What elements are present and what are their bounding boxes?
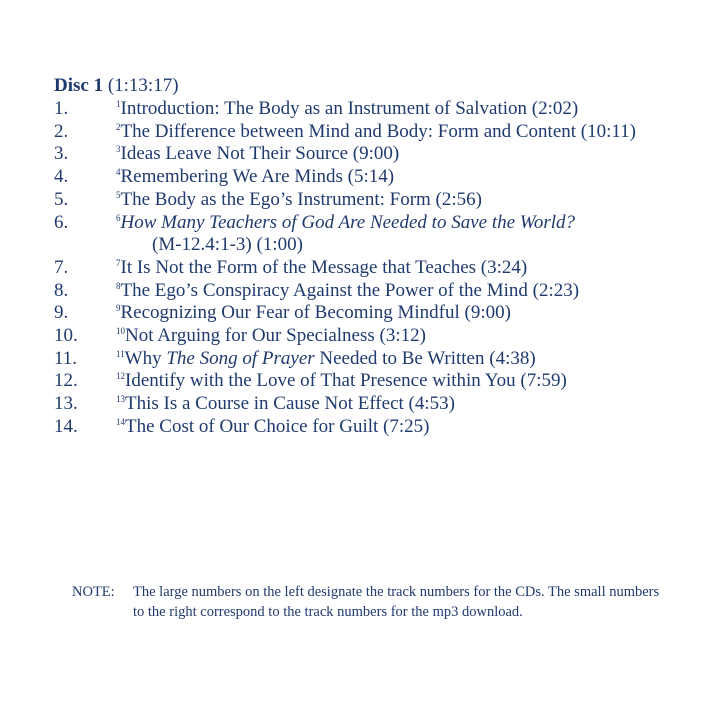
mp3-track-number: 6 (116, 212, 121, 223)
cd-track-number: 4. (54, 166, 69, 188)
track-item (54, 166, 714, 189)
track-title: Ideas Leave Not Their Source (9:00) (120, 143, 400, 165)
mp3-track-number: 9 (116, 303, 121, 314)
track-title: It Is Not the Form of the Message that Teaches (3:24) (120, 256, 528, 278)
cd-track-number: 13. (54, 393, 78, 415)
mp3-track-number: 5 (116, 189, 121, 200)
track-item (54, 189, 714, 212)
track-title: The Ego’s Conspiracy Against the Power of the Mind (2:23) (120, 279, 580, 301)
disc-duration: (1:13:17) (107, 75, 179, 96)
mp3-track-number: 4 (116, 167, 121, 178)
track-item (54, 280, 714, 303)
cd-track-number: 1. (54, 98, 69, 119)
cd-track-number: 3. (54, 143, 69, 165)
mp3-track-number: 12 (116, 371, 125, 382)
track-title-post: Needed to Be Written (4:38) (314, 347, 536, 369)
track-item (54, 393, 714, 416)
mp3-track-number: 14 (116, 416, 125, 427)
cd-track-number: 8. (54, 279, 69, 301)
track-item (54, 302, 714, 325)
mp3-track-number: 1 (116, 99, 121, 109)
track-title-continuation: (M-12.4:1-3) (1:00) (152, 234, 303, 256)
track-title: Recognizing Our Fear of Becoming Mindful (9:00) (120, 302, 511, 324)
mp3-track-number: 3 (116, 144, 121, 155)
track-title: Identify with the Love of That Presence within You (7:59) (125, 370, 567, 392)
track-item (54, 257, 714, 280)
track-list (54, 98, 714, 439)
footnote (72, 582, 672, 622)
mp3-track-number: 13 (116, 394, 125, 405)
track-item (54, 416, 714, 439)
mp3-track-number: 7 (116, 257, 121, 268)
cd-track-number: 12. (54, 370, 78, 392)
track-item (54, 348, 714, 371)
cd-track-number: 6. (54, 211, 69, 233)
track-item (54, 212, 714, 257)
track-title-pre: Why (124, 347, 167, 369)
cd-track-number: 11. (54, 347, 78, 369)
cd-track-number: 5. (54, 188, 69, 210)
track-item (54, 121, 714, 144)
track-item (54, 98, 714, 121)
track-title: The Cost of Our Choice for Guilt (7:25) (125, 415, 430, 437)
mp3-track-number: 8 (116, 280, 121, 291)
track-title: This Is a Course in Cause Not Effect (4:53) (125, 393, 455, 415)
disc-title: Disc 1 (54, 75, 104, 96)
track-title: The Difference between Mind and Body: Form and Content (10:11) (120, 120, 637, 142)
track-title: Not Arguing for Our Specialness (3:12) (125, 325, 426, 347)
track-title-italic: The Song of Prayer (166, 347, 315, 369)
cd-track-number: 2. (54, 120, 69, 142)
cd-track-number: 10. (54, 325, 78, 347)
track-title: How Many Teachers of God Are Needed to Save the World? (120, 211, 576, 233)
disc-heading (54, 74, 179, 98)
cd-track-number: 14. (54, 415, 78, 437)
track-title: Remembering We Are Minds (5:14) (120, 166, 395, 188)
note-label: NOTE: (72, 584, 115, 600)
track-title: Introduction: The Body as an Instrument of Salvation (2:02) (120, 98, 579, 119)
mp3-track-number: 10 (116, 326, 125, 337)
track-item (54, 143, 714, 166)
mp3-track-number: 2 (116, 121, 121, 132)
mp3-track-number: 11 (116, 348, 125, 359)
track-item (54, 370, 714, 393)
note-text: The large numbers on the left designate the track numbers for the CDs. The small numbers to the right correspond to the track numbers for the mp3 download. (133, 584, 660, 620)
cd-track-number: 7. (54, 256, 69, 278)
track-title: The Body as the Ego’s Instrument: Form (2:56) (120, 188, 482, 210)
cd-track-number: 9. (54, 302, 69, 324)
track-item (54, 325, 714, 348)
